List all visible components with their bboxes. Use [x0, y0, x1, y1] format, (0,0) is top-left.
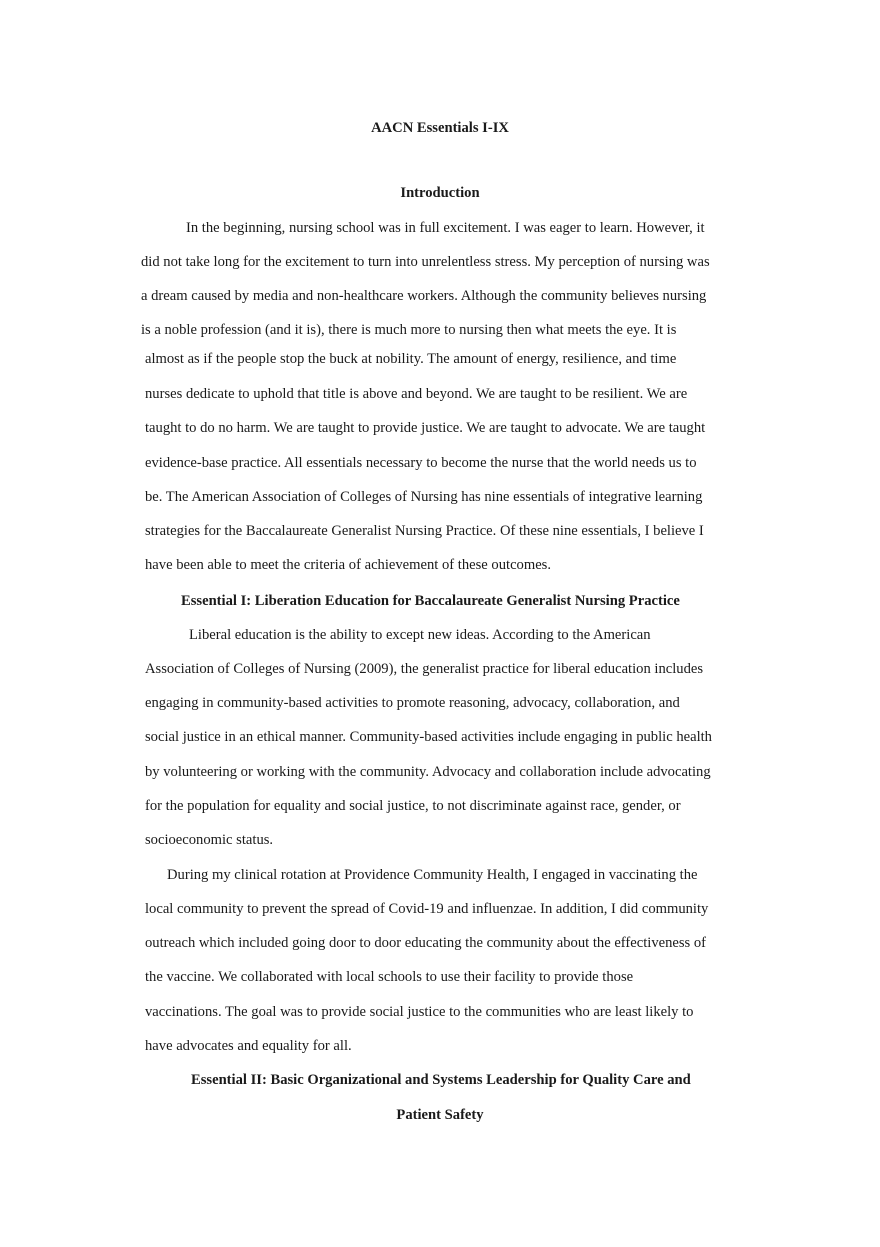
paragraph-line: be. The American Association of Colleges of Nursing has nine essentials of integrative learning — [145, 489, 703, 505]
paragraph-line: socioeconomic status. — [145, 832, 274, 848]
paragraph-line: taught to do no harm. We are taught to provide justice. We are taught to advocate. We are taught — [145, 420, 706, 436]
paragraph-line: engaging in community-based activities to promote reasoning, advocacy, collaboration, and — [145, 695, 680, 711]
paragraph-line: did not take long for the excitement to turn into unrelentless stress. My perception of nursing was — [141, 254, 710, 270]
paragraph-line: vaccinations. The goal was to provide social justice to the communities who are least likely to — [145, 1004, 694, 1020]
paragraph-line: have been able to meet the criteria of achievement of these outcomes. — [145, 557, 552, 573]
paragraph-line: for the population for equality and social justice, to not discriminate against race, gender, or — [145, 798, 681, 814]
paragraph-line: nurses dedicate to uphold that title is above and beyond. We are taught to be resilient. We are — [145, 386, 688, 402]
paragraph-line: local community to prevent the spread of Covid-19 and influenzae. In addition, I did community — [145, 901, 709, 917]
paragraph-line: Association of Colleges of Nursing (2009), the generalist practice for liberal education includes — [145, 661, 704, 677]
paragraph-line: evidence-base practice. All essentials necessary to become the nurse that the world needs us to — [145, 455, 697, 471]
paragraph-line: by volunteering or working with the community. Advocacy and collaboration include advocating — [145, 764, 711, 780]
introduction-heading: Introduction — [400, 185, 480, 201]
paragraph-line: social justice in an ethical manner. Community-based activities include engaging in public health — [145, 729, 712, 745]
essential-2-heading-line-1: Essential II: Basic Organizational and Systems Leadership for Quality Care and — [191, 1072, 691, 1088]
paragraph-line: In the beginning, nursing school was in full excitement. I was eager to learn. However, it — [186, 220, 705, 236]
essential-1-heading: Essential I: Liberation Education for Baccalaureate Generalist Nursing Practice — [181, 593, 680, 609]
paragraph-line: have advocates and equality for all. — [145, 1038, 352, 1054]
paragraph-line: almost as if the people stop the buck at nobility. The amount of energy, resilience, and time — [145, 351, 677, 367]
paragraph-line: outreach which included going door to door educating the community about the effectiveness of — [145, 935, 707, 951]
document-title: AACN Essentials I-IX — [371, 120, 509, 136]
paragraph-line: Liberal education is the ability to except new ideas. According to the American — [189, 627, 651, 643]
paragraph-line: strategies for the Baccalaureate Generalist Nursing Practice. Of these nine essentials, I believe I — [145, 523, 704, 539]
paragraph-line: a dream caused by media and non-healthcare workers. Although the community believes nursing — [141, 288, 707, 304]
paragraph-line: the vaccine. We collaborated with local schools to use their facility to provide those — [145, 969, 634, 985]
essential-2-heading-line-2: Patient Safety — [396, 1107, 484, 1123]
paragraph-line: is a noble profession (and it is), there is much more to nursing then what meets the eye. It is — [141, 322, 677, 338]
paragraph-line: During my clinical rotation at Providence Community Health, I engaged in vaccinating the — [167, 867, 698, 883]
